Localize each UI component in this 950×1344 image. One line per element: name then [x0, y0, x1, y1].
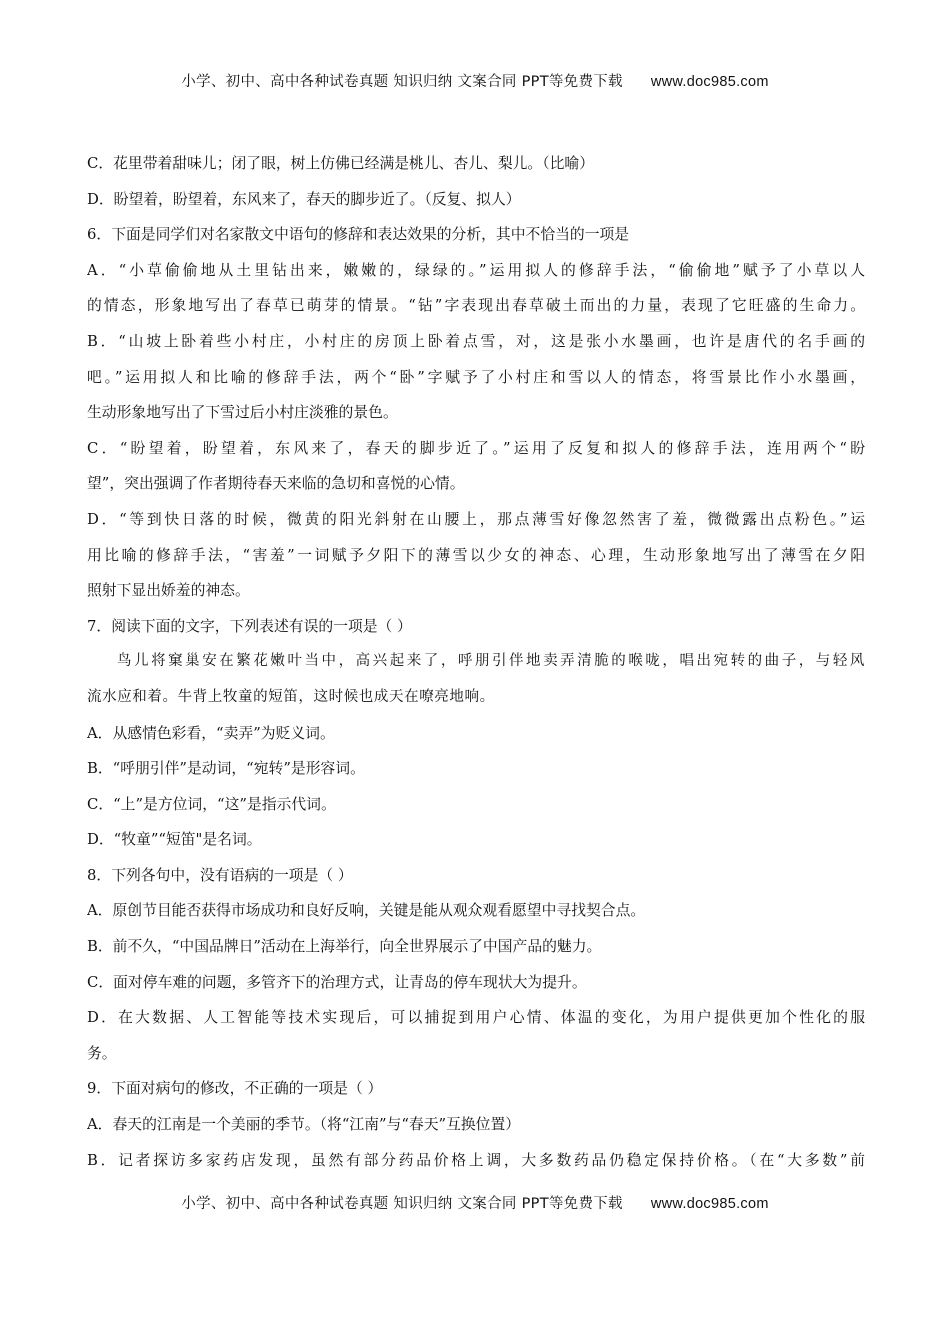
- question-7-stem: 7．阅读下面的文字，下列表述有误的一项是（ ）: [87, 617, 412, 635]
- q6-option-b-line1: B．“山坡上卧着些小村庄，小村庄的房顶上卧着点雪，对，这是张小水墨画，也许是唐代的名手画的: [87, 332, 865, 350]
- option-c-q5: C．花里带着甜味儿；闭了眼，树上仿佛已经满是桃儿、杏儿、梨儿。（比喻）: [87, 155, 595, 172]
- q6-option-a-line2: 的情态，形象地写出了春草已萌芽的情景。“钻”字表现出春草破土而出的力量，表现了它旺盛的生命力。: [87, 297, 865, 315]
- option-d-q5: D．盼望着，盼望着，东风来了，春天的脚步近了。（反复、拟人）: [87, 190, 521, 208]
- q6-option-c-line2: 望”，突出强调了作者期待春天来临的急切和喜悦的心情。: [87, 475, 465, 493]
- footer-text: 小学、初中、高中各种试卷真题 知识归纳 文案合同 PPT等免费下载: [181, 1196, 623, 1212]
- header-text: 小学、初中、高中各种试卷真题 知识归纳 文案合同 PPT等免费下载: [181, 74, 623, 90]
- q8-option-b: B．前不久，“中国品牌日”活动在上海举行，向全世界展示了中国产品的魅力。: [87, 938, 602, 956]
- q7-option-a: A．从感情色彩看，“卖弄”为贬义词。: [87, 724, 335, 742]
- q7-option-d: D．“牧童”“短笛"是名词。: [87, 831, 262, 849]
- q6-option-b-line3: 生动形象地写出了下雪过后小村庄淡雅的景色。: [87, 404, 398, 422]
- q7-option-c: C．“上”是方位词，“这”是指示代词。: [87, 795, 336, 813]
- q9-option-a: A．春天的江南是一个美丽的季节。（将“江南”与“春天”互换位置）: [87, 1116, 521, 1134]
- question-8-stem: 8．下列各句中，没有语病的一项是（ ）: [87, 866, 353, 884]
- q9-option-b-line1: B．记者探访多家药店发现，虽然有部分药品价格上调，大多数药品仍稳定保持价格。（在“大多数”前: [87, 1151, 865, 1169]
- q6-option-c-line1: C．“盼望着，盼望着，东风来了，春天的脚步近了。”运用了反复和拟人的修辞手法，连用两个“盼: [87, 439, 865, 457]
- q6-option-d-line3: 照射下显出娇羞的神态。: [87, 582, 250, 600]
- q6-option-b-line2: 吧。”运用拟人和比喻的修辞手法，两个“卧”字赋予了小村庄和雪以人的情态，将雪景比作小水墨画，: [87, 368, 865, 386]
- question-9-stem: 9．下面对病句的修改，不正确的一项是（ ）: [87, 1080, 383, 1098]
- q8-option-d-line1: D．在大数据、人工智能等技术实现后，可以捕捉到用户心情、体温的变化，为用户提供更加个性化的服: [87, 1009, 865, 1027]
- q6-option-a-line1: A．“小草偷偷地从土里钻出来，嫩嫩的，绿绿的。”运用拟人的修辞手法，“偷偷地”赋予了小草以人: [87, 261, 865, 279]
- page-header: [0, 70, 950, 91]
- page-footer: [0, 1192, 950, 1213]
- header-url[interactable]: www.doc985.com: [650, 74, 769, 90]
- q6-option-d-line1: D．“等到快日落的时候，微黄的阳光斜射在山腰上，那点薄雪好像忽然害了羞，微微露出点粉色。”运: [87, 510, 865, 528]
- q7-passage-line2: 流水应和着。牛背上牧童的短笛，这时候也成天在嘹亮地响。: [87, 688, 495, 705]
- footer-url[interactable]: www.doc985.com: [650, 1196, 769, 1212]
- q7-option-b: B．“呼朋引伴”是动词，“宛转”是形容词。: [87, 760, 365, 778]
- q6-option-d-line2: 用比喻的修辞手法，“害羞”一词赋予夕阳下的薄雪以少女的神态、心理，生动形象地写出了薄雪在夕阳: [87, 546, 865, 564]
- question-6-stem: 6．下面是同学们对名家散文中语句的修辞和表达效果的分析，其中不恰当的一项是: [87, 226, 630, 244]
- q7-passage-line1: 鸟儿将窠巢安在繁花嫩叶当中，高兴起来了，呼朋引伴地卖弄清脆的喉咙，唱出宛转的曲子，与轻风: [117, 653, 865, 670]
- q8-option-d-line2: 务。: [87, 1044, 117, 1062]
- q8-option-a: A．原创节目能否获得市场成功和良好反响，关键是能从观众观看愿望中寻找契合点。: [87, 902, 646, 920]
- document-body: [87, 146, 865, 1178]
- q8-option-c: C．面对停车难的问题，多管齐下的治理方式，让青岛的停车现状大为提升。: [87, 973, 587, 991]
